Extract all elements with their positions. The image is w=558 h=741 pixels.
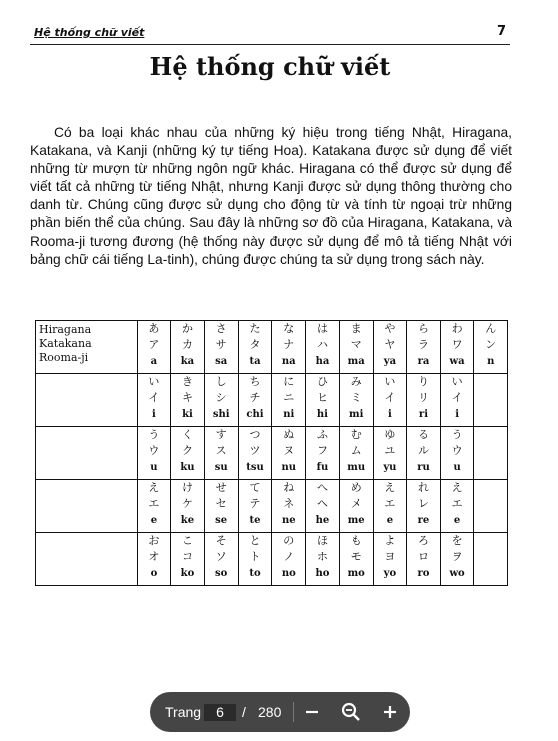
katakana-char: イ	[384, 391, 396, 404]
katakana-char: サ	[215, 338, 227, 351]
katakana-char: ケ	[181, 497, 193, 510]
kana-cell	[474, 480, 508, 533]
hiragana-char: の	[283, 534, 295, 547]
romaji-text: me	[347, 515, 365, 526]
romaji-text: so	[215, 568, 228, 579]
romaji-text: i	[152, 409, 156, 420]
row-label-cell	[36, 321, 138, 374]
katakana-char: セ	[215, 497, 227, 510]
romaji-text: ko	[180, 568, 195, 579]
script-label: Katakana	[39, 337, 92, 350]
kana-cell	[373, 427, 407, 480]
hiragana-char: む	[350, 428, 362, 441]
romaji-text: ya	[383, 356, 397, 367]
zoom-button[interactable]	[339, 700, 363, 724]
hiragana-char: り	[417, 375, 429, 388]
kana-cell	[339, 321, 373, 374]
kana-cell	[407, 427, 441, 480]
kana-cell	[204, 533, 238, 586]
katakana-char: ム	[350, 444, 362, 457]
kana-row	[36, 480, 508, 533]
hiragana-char: ね	[283, 481, 295, 494]
katakana-char: ン	[485, 338, 497, 351]
kana-row	[36, 321, 508, 374]
katakana-char: ヘ	[316, 497, 328, 510]
kana-cell	[474, 427, 508, 480]
total-pages: 280	[258, 704, 282, 720]
hiragana-char: よ	[384, 534, 396, 547]
hiragana-char: ほ	[316, 534, 328, 547]
hiragana-char: る	[417, 428, 429, 441]
katakana-char: ニ	[283, 391, 295, 404]
kana-cell	[373, 321, 407, 374]
katakana-char: ナ	[283, 338, 295, 351]
romaji-text: ho	[315, 568, 330, 579]
row-label-cell	[36, 480, 138, 533]
romaji-text: shi	[212, 409, 230, 420]
katakana-char: エ	[384, 497, 396, 510]
katakana-char: ヌ	[283, 444, 295, 457]
katakana-char: ヒ	[316, 391, 328, 404]
kana-cell	[171, 533, 205, 586]
romaji-text: nu	[281, 462, 297, 473]
kana-cell	[272, 427, 306, 480]
katakana-char: ヨ	[384, 550, 396, 563]
kana-cell	[137, 321, 170, 374]
hiragana-char: に	[283, 375, 295, 388]
kana-cell	[238, 533, 272, 586]
hiragana-char: を	[451, 534, 463, 547]
katakana-char: モ	[350, 550, 362, 563]
romaji-text: sa	[215, 356, 228, 367]
romaji-text: chi	[246, 409, 264, 420]
romaji-text: hi	[316, 409, 328, 420]
plus-icon	[378, 700, 402, 724]
hiragana-char: こ	[181, 534, 193, 547]
hiragana-char: い	[451, 375, 463, 388]
romaji-text: to	[249, 568, 261, 579]
page-toolbar	[150, 692, 410, 732]
intro-paragraph: Có ba loại khác nhau của những ký hiệu trong tiếng Nhật, Hiragana, Katakana, và Kanji (những ký tự tiếng Hoa). Katakana được sử dụng để viết những từ mượn từ những ngôn ngữ khác. Hiragana có thể được sử dụng để viết tất cả những từ tiếng Nhật, nhưng Kanji được sử dụng thông thường cho danh từ. Chúng cũng được sử dụng cho động từ và tính từ ngoại trừ những phần biến thể của chúng. Sau đây là những sơ đồ của Hiragana, Katakana, và Rooma-ji tương đương (hệ thống này được sử dụng để mô tả tiếng Nhật với bảng chữ cái tiếng La-tinh), chúng được chúng ta sử dụng trong sách này.	[30, 125, 512, 267]
hiragana-char: え	[384, 481, 396, 494]
hiragana-char: し	[215, 375, 227, 388]
katakana-char: ハ	[316, 338, 328, 351]
katakana-char: ヲ	[451, 550, 463, 563]
kana-cell	[474, 374, 508, 427]
kana-cell	[407, 533, 441, 586]
kana-cell	[204, 480, 238, 533]
katakana-char: ウ	[148, 444, 160, 457]
hiragana-char: た	[249, 322, 261, 335]
romaji-text: he	[315, 515, 330, 526]
hiragana-char: ま	[350, 322, 362, 335]
romaji-text: ni	[283, 409, 295, 420]
kana-cell	[339, 374, 373, 427]
hiragana-char: ん	[485, 322, 497, 335]
katakana-char: ト	[249, 550, 261, 563]
kana-cell	[440, 321, 474, 374]
katakana-char: ミ	[350, 391, 362, 404]
romaji-text: ta	[249, 356, 261, 367]
script-label: Hiragana	[39, 323, 92, 336]
hiragana-char: や	[384, 322, 396, 335]
script-label: Rooma-ji	[39, 351, 89, 364]
katakana-char: メ	[350, 497, 362, 510]
katakana-char: イ	[451, 391, 463, 404]
kana-cell	[171, 374, 205, 427]
katakana-char: イ	[148, 391, 160, 404]
romaji-text: mi	[349, 409, 364, 420]
hiragana-char: て	[249, 481, 261, 494]
katakana-char: キ	[181, 391, 193, 404]
kana-cell	[204, 374, 238, 427]
hiragana-char: せ	[215, 481, 227, 494]
katakana-char: ネ	[283, 497, 295, 510]
romaji-text: te	[249, 515, 261, 526]
kana-cell	[238, 427, 272, 480]
hiragana-char: う	[451, 428, 463, 441]
romaji-text: yo	[383, 568, 397, 579]
katakana-char: ウ	[451, 444, 463, 457]
hiragana-char: わ	[451, 322, 463, 335]
row-label-cell	[36, 427, 138, 480]
hiragana-char: ち	[249, 375, 261, 388]
kana-cell	[306, 427, 340, 480]
romaji-text: no	[281, 568, 296, 579]
hiragana-char: へ	[316, 481, 328, 494]
kana-cell	[204, 427, 238, 480]
kana-row	[36, 427, 508, 480]
header-section-title: Hệ thống chữ viết	[34, 26, 145, 39]
katakana-char: ル	[417, 444, 429, 457]
romaji-text: ku	[180, 462, 195, 473]
romaji-text: u	[150, 462, 158, 473]
page-separator: /	[242, 704, 246, 720]
page-label: Trang	[165, 704, 202, 720]
running-header	[30, 24, 510, 45]
romaji-text: wa	[449, 356, 465, 367]
zoom-search-icon	[339, 700, 363, 724]
hiragana-char: え	[451, 481, 463, 494]
romaji-text: tsu	[246, 462, 264, 473]
kana-cell	[171, 427, 205, 480]
romaji-text: yu	[383, 462, 397, 473]
hiragana-char: き	[181, 375, 193, 388]
katakana-char: レ	[417, 497, 429, 510]
romaji-text: ra	[417, 356, 430, 367]
hiragana-char: え	[148, 481, 160, 494]
hiragana-char: も	[350, 534, 362, 547]
kana-cell	[272, 480, 306, 533]
katakana-char: シ	[215, 391, 227, 404]
kana-cell	[339, 427, 373, 480]
hiragana-char: す	[215, 428, 227, 441]
kana-row	[36, 533, 508, 586]
katakana-char: ホ	[316, 550, 328, 563]
romaji-text: ne	[281, 515, 296, 526]
kana-cell	[440, 427, 474, 480]
katakana-char: コ	[181, 550, 193, 563]
kana-row	[36, 374, 508, 427]
katakana-char: カ	[181, 338, 193, 351]
kana-cell	[306, 533, 340, 586]
romaji-text: ro	[417, 568, 430, 579]
katakana-char: ユ	[384, 444, 396, 457]
kana-cell	[440, 374, 474, 427]
hiragana-char: な	[283, 322, 295, 335]
romaji-text: ka	[180, 356, 195, 367]
kana-cell	[272, 533, 306, 586]
katakana-char: ス	[215, 444, 227, 457]
hiragana-char: か	[181, 322, 193, 335]
kana-cell	[339, 533, 373, 586]
hiragana-char: ろ	[417, 534, 429, 547]
kana-cell	[272, 321, 306, 374]
hiragana-char: み	[350, 375, 362, 388]
romaji-text: ki	[182, 409, 193, 420]
romaji-text: fu	[316, 462, 329, 473]
kana-cell	[137, 480, 170, 533]
hiragana-char: ひ	[316, 375, 328, 388]
kana-cell	[373, 374, 407, 427]
hiragana-char: い	[384, 375, 396, 388]
romaji-text: e	[150, 515, 158, 526]
hiragana-char: い	[148, 375, 160, 388]
katakana-char: フ	[316, 444, 328, 457]
romaji-text: a	[150, 356, 158, 367]
romaji-text: i	[455, 409, 459, 420]
kana-cell	[407, 321, 441, 374]
kana-cell	[474, 321, 508, 374]
kana-cell	[238, 321, 272, 374]
kana-cell	[306, 374, 340, 427]
kana-cell	[373, 533, 407, 586]
hiragana-char: は	[316, 322, 328, 335]
hiragana-char: れ	[417, 481, 429, 494]
zoom-out-button[interactable]	[300, 700, 324, 724]
katakana-char: ラ	[417, 338, 429, 351]
hiragana-char: け	[181, 481, 193, 494]
page-number-input[interactable]: 6	[204, 704, 236, 721]
katakana-char: ロ	[417, 550, 429, 563]
romaji-text: e	[386, 515, 394, 526]
romaji-text: ke	[180, 515, 195, 526]
katakana-char: ツ	[249, 444, 261, 457]
romaji-text: wo	[449, 568, 465, 579]
kana-cell	[407, 374, 441, 427]
toolbar-divider	[293, 702, 294, 722]
katakana-char: ヤ	[384, 338, 396, 351]
katakana-char: ソ	[215, 550, 227, 563]
hiragana-char: ゆ	[384, 428, 396, 441]
hiragana-char: ふ	[316, 428, 328, 441]
hiragana-char: お	[148, 534, 160, 547]
katakana-char: ク	[181, 444, 193, 457]
romaji-text: se	[215, 515, 228, 526]
katakana-char: タ	[249, 338, 261, 351]
katakana-char: エ	[451, 497, 463, 510]
hiragana-char: ぬ	[283, 428, 295, 441]
katakana-char: ノ	[283, 550, 295, 563]
kana-cell	[407, 480, 441, 533]
row-label-cell	[36, 533, 138, 586]
romaji-text: mu	[347, 462, 366, 473]
romaji-text: e	[453, 515, 461, 526]
zoom-in-button[interactable]	[378, 700, 402, 724]
hiragana-char: あ	[148, 322, 160, 335]
romaji-text: na	[281, 356, 296, 367]
kana-cell	[238, 374, 272, 427]
katakana-char: リ	[417, 391, 429, 404]
kana-cell	[204, 321, 238, 374]
katakana-char: オ	[148, 550, 160, 563]
katakana-char: テ	[249, 497, 261, 510]
katakana-char: マ	[350, 338, 362, 351]
katakana-char: ア	[148, 338, 160, 351]
romaji-text: ru	[417, 462, 430, 473]
kana-cell	[137, 374, 170, 427]
hiragana-char: め	[350, 481, 362, 494]
page-title: Hệ thống chữ viết	[149, 52, 391, 81]
minus-icon	[300, 700, 324, 724]
katakana-char: チ	[249, 391, 261, 404]
katakana-char: エ	[148, 497, 160, 510]
romaji-text: ri	[418, 409, 428, 420]
kana-cell	[272, 374, 306, 427]
hiragana-char: そ	[215, 534, 227, 547]
katakana-char: ワ	[451, 338, 463, 351]
romaji-text: u	[453, 462, 461, 473]
kana-cell	[137, 427, 170, 480]
kana-cell	[339, 480, 373, 533]
kana-table	[35, 320, 508, 586]
hiragana-char: つ	[249, 428, 261, 441]
romaji-text: mo	[347, 568, 365, 579]
kana-cell	[474, 533, 508, 586]
hiragana-char: ら	[417, 322, 429, 335]
kana-cell	[137, 533, 170, 586]
kana-cell	[238, 480, 272, 533]
romaji-text: su	[214, 462, 228, 473]
romaji-text: re	[417, 515, 430, 526]
hiragana-char: く	[181, 428, 193, 441]
kana-cell	[373, 480, 407, 533]
romaji-text: ha	[315, 356, 330, 367]
kana-cell	[171, 480, 205, 533]
romaji-text: ma	[347, 356, 365, 367]
kana-cell	[440, 533, 474, 586]
header-page-number: 7	[496, 24, 506, 39]
kana-cell	[440, 480, 474, 533]
row-label-cell	[36, 374, 138, 427]
kana-cell	[306, 321, 340, 374]
romaji-text: o	[150, 568, 158, 579]
hiragana-char: さ	[215, 322, 227, 335]
romaji-text: i	[388, 409, 392, 420]
kana-cell	[171, 321, 205, 374]
romaji-text: n	[487, 356, 495, 367]
hiragana-char: う	[148, 428, 160, 441]
kana-cell	[306, 480, 340, 533]
hiragana-char: と	[249, 534, 261, 547]
